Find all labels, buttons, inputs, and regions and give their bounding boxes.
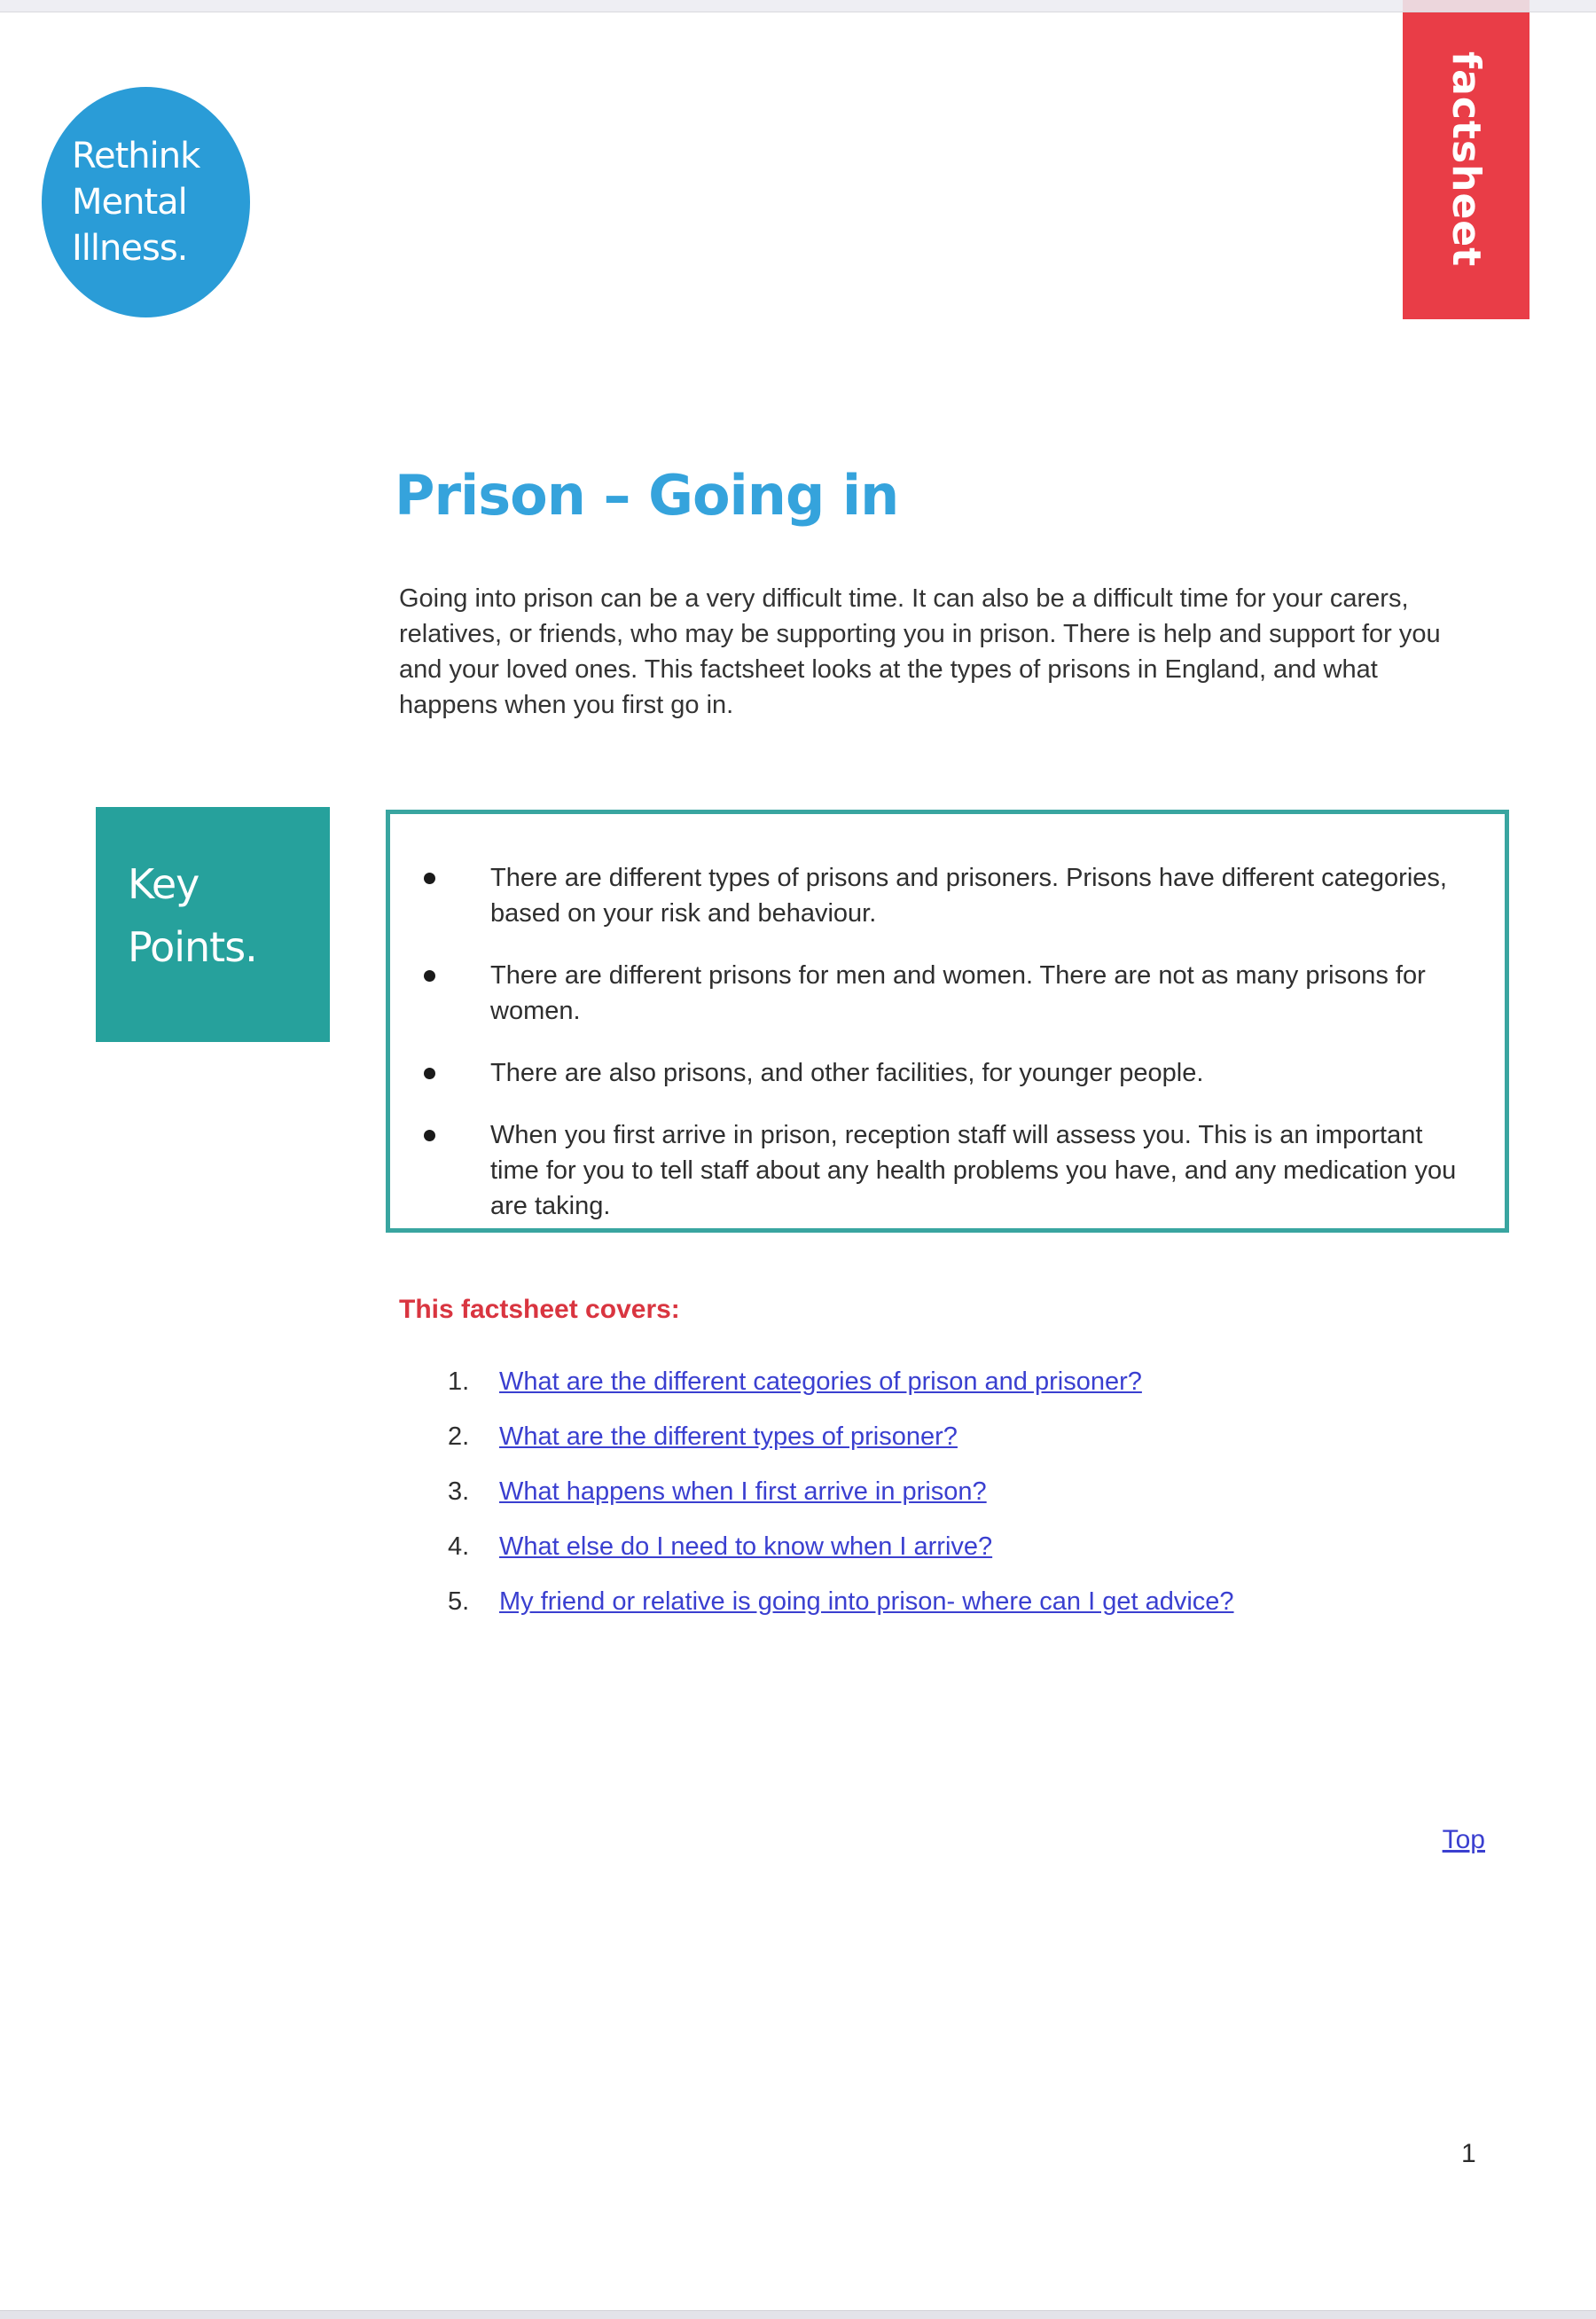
covers-item-number: 1. [448,1367,470,1396]
covers-list-item [399,1419,1481,1454]
key-points-label-line: Key [128,860,200,908]
key-point-item: There are different types of prisons and prisoners. Prisons have different categories, based on your risk and behaviour. [390,860,1469,931]
covers-heading: This factsheet covers: [399,1295,680,1324]
top-link[interactable]: Top [1442,1825,1485,1854]
key-points-label-box [96,807,330,1042]
covers-link-else-to-know[interactable]: What else do I need to know when I arrive? [499,1532,993,1561]
covers-list-item [399,1474,1481,1509]
key-points-box [386,810,1509,1233]
key-points-list [390,860,1469,1224]
bottom-edge-bar [0,2310,1596,2319]
logo-line: Mental [72,182,187,223]
logo-line: Illness. [72,228,188,269]
factsheet-corner-tab [1403,0,1530,319]
covers-link-types-of-prisoner[interactable]: What are the different types of prisoner? [499,1422,958,1451]
key-point-item: When you first arrive in prison, reception staff will assess you. This is an important time for you to tell staff about any health problems you have, and any medication you are taking. [390,1117,1469,1224]
top-link-wrapper [1383,1825,1485,1855]
logo-text [42,133,200,271]
covers-item-number: 4. [448,1532,470,1561]
covers-list-item [399,1364,1481,1399]
top-edge-bar [0,0,1596,12]
page-number: 1 [1461,2139,1476,2168]
key-points-label-line: Points. [128,923,257,971]
covers-link-first-arrive[interactable]: What happens when I first arrive in prison? [499,1477,987,1506]
page-title: Prison – Going in [395,463,899,528]
covers-link-friend-or-relative[interactable]: My friend or relative is going into prison- where can I get advice? [499,1587,1234,1616]
covers-list [399,1364,1481,1639]
logo-line: Rethink [72,136,200,176]
covers-list-item [399,1584,1481,1619]
covers-list-item [399,1529,1481,1564]
covers-item-number: 5. [448,1587,470,1616]
covers-item-number: 3. [448,1477,470,1506]
rethink-mental-illness-logo [42,87,250,317]
key-point-item: There are also prisons, and other facilities, for younger people. [390,1055,1469,1091]
key-point-item: There are different prisons for men and women. There are not as many prisons for women. [390,958,1469,1029]
covers-item-number: 2. [448,1422,470,1451]
covers-link-categories[interactable]: What are the different categories of prison and prisoner? [499,1367,1142,1396]
factsheet-tab-label: factsheet [1443,51,1489,268]
intro-paragraph: Going into prison can be a very difficult time. It can also be a difficult time for your carers, relatives, or friends, who may be supporting you in prison. There is help and support for you and your loved ones. This factsheet looks at the types of prisons in England, and what happens when you first go in. [399,584,1441,719]
